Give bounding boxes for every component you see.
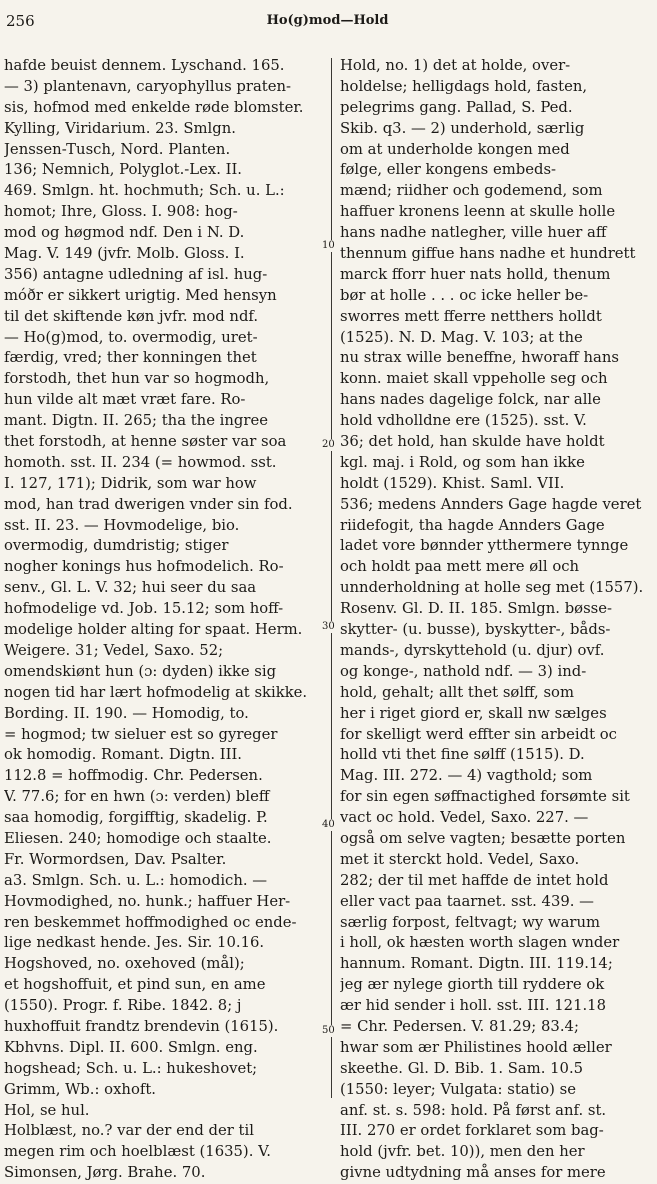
left-column-line: hun vilde alt mæt vræt fare. Ro- xyxy=(4,391,246,409)
right-column-line: III. 270 er ordet forklaret som bag- xyxy=(340,1122,604,1140)
left-column-line: homoth. sst. II. 234 (= howmod. sst. xyxy=(4,453,277,471)
right-column-line: 282; der til met haffde de intet hold xyxy=(340,871,609,889)
right-column-line: også om selve vagten; besætte porten xyxy=(340,829,626,847)
left-column-line: hafde beuist dennem. Lyschand. 165. xyxy=(4,57,285,74)
right-column-line: och holdt paa mett mere øll och xyxy=(340,558,580,576)
right-column-line: Mag. III. 272. — 4) vagthold; som xyxy=(340,767,593,785)
right-column-line: = Chr. Pedersen. V. 81.29; 83.4; xyxy=(340,1017,579,1035)
right-column xyxy=(340,56,652,1184)
right-column-line: 36; det hold, han skulde have holdt xyxy=(340,433,605,451)
left-column-line: 112.8 = hoffmodig. Chr. Pedersen. xyxy=(4,767,263,785)
right-column-line: her i riget giord er, skall nw sælges xyxy=(340,704,607,722)
left-column-line: ren beskemmet hoffmodighed oc ende- xyxy=(4,913,297,931)
left-column-line: 469. Smlgn. ht. hochmuth; Sch. u. L.: xyxy=(4,182,285,200)
left-column-line: mod og høgmod ndf. Den i N. D. xyxy=(4,224,245,242)
right-column-line: jeg ær nylege giorth till ryddere ok xyxy=(340,976,605,994)
line-marker-20: 20 xyxy=(322,439,335,450)
right-column-line: om at underholde kongen med xyxy=(340,140,570,158)
right-column-line: hold vdholldne ere (1525). sst. V. xyxy=(340,412,587,430)
right-column-line: (1525). N. D. Mag. V. 103; at the xyxy=(340,328,583,346)
right-column-line: vact oc hold. Vedel, Saxo. 227. — xyxy=(340,809,589,827)
left-column-line: Hovmodighed, no. hunk.; haffuer Her- xyxy=(4,892,291,910)
left-column-line: 356) antagne udledning af isl. hug- xyxy=(4,265,268,283)
right-column-line: holdt (1529). Khist. Saml. VII. xyxy=(340,474,565,492)
left-column-line: sst. II. 23. — Hovmodelige, bio. xyxy=(4,516,240,534)
right-column-line: hold (jvfr. bet. 10)), men den her xyxy=(340,1143,585,1161)
left-column-line: = hogmod; tw sieluer est so gyreger xyxy=(4,725,278,743)
left-column-line: thet forstodh, at henne søster var soa xyxy=(4,433,287,451)
left-column-line: Kylling, Viridarium. 23. Smlgn. xyxy=(4,119,236,137)
left-column-line: et hogshoffuit, et pind sun, en ame xyxy=(4,976,266,994)
right-column-line: ær hid sender i holl. sst. III. 121.18 xyxy=(340,997,607,1015)
right-column-line: haffuer kronens leenn at skulle holle xyxy=(340,203,616,221)
right-column-line: for skelligt werd effter sin arbeidt oc xyxy=(340,725,617,743)
left-column-line: Hol, se hul. xyxy=(4,1101,90,1119)
right-column-line: ladet vore bønnder ytthermere tynnge xyxy=(340,537,629,555)
line-marker-40: 40 xyxy=(322,819,335,830)
left-column-line: overmodig, dumdristig; stiger xyxy=(4,537,229,555)
left-column-line: (1550). Progr. f. Ribe. 1842. 8; j xyxy=(4,997,242,1015)
page-number: 256 xyxy=(6,12,35,30)
right-column-line: thennum giffue hans nadhe et hundrett xyxy=(340,245,636,263)
right-column-line: mands-, dyrskyttehold (u. djur) ovf. xyxy=(340,641,605,659)
left-column-line: — 3) plantenavn, caryophyllus praten- xyxy=(4,77,292,95)
page-header xyxy=(6,10,649,34)
left-column-line: megen rim och hoelblæst (1635). V. xyxy=(4,1143,271,1161)
right-column-line: 536; medens Annders Gage hagde veret xyxy=(340,495,642,513)
left-column-line: nogen tid har lært hofmodelig at skikke. xyxy=(4,683,308,701)
left-column-line: modelige holder alting for spaat. Herm. xyxy=(4,621,303,639)
right-column-line: Skib. q3. — 2) underhold, særlig xyxy=(340,119,585,137)
left-column-line: Mag. V. 149 (jvfr. Molb. Gloss. I. xyxy=(4,245,245,263)
line-marker-50: 50 xyxy=(322,1025,335,1036)
right-column-line: skytter- (u. busse), byskytter-, båds- xyxy=(340,621,611,639)
left-column-line: Holblæst, no.? var der end der til xyxy=(4,1122,254,1140)
right-column-line: hold, gehalt; allt thet sølff, som xyxy=(340,683,574,701)
right-column-line: anf. st. s. 598: hold. På først anf. st. xyxy=(340,1101,607,1119)
left-column-line: Simonsen, Jørg. Brahe. 70. xyxy=(4,1164,206,1182)
left-column-line: forstodh, thet hun var so hogmodh, xyxy=(4,370,270,388)
right-column-line: Rosenv. Gl. D. II. 185. Smlgn. bøsse- xyxy=(340,600,613,618)
right-column-line: nu strax wille beneffne, hworaff hans xyxy=(340,349,619,367)
left-column-line: huxhoffuit frandtz brendevin (1615). xyxy=(4,1017,279,1035)
left-column-line: Kbhvns. Dipl. II. 600. Smlgn. eng. xyxy=(4,1038,258,1056)
right-column-line: hans nadhe natlegher, ville huer aff xyxy=(340,224,607,242)
left-column-line: V. 77.6; for en hwn (ɔ: verden) bleff xyxy=(4,788,270,806)
left-column-line: mant. Digtn. II. 265; tha the ingree xyxy=(4,412,268,430)
left-column-line: I. 127, 171); Didrik, som war how xyxy=(4,474,257,492)
right-column-line: givne udtydning må anses for mere xyxy=(340,1164,606,1182)
right-column-line: holdelse; helligdags hold, fasten, xyxy=(340,77,588,95)
left-column-line: Weigere. 31; Vedel, Saxo. 52; xyxy=(4,641,224,659)
right-column-line: marck fforr huer nats holld, thenum xyxy=(340,265,611,283)
line-marker-30: 30 xyxy=(322,621,335,632)
left-column-line: nogher konings hus hofmodelich. Ro- xyxy=(4,558,284,576)
left-column-line: ok homodig. Romant. Digtn. III. xyxy=(4,746,243,764)
left-column-line: Bording. II. 190. — Homodig, to. xyxy=(4,704,249,722)
left-column-line: saa homodig, forgifftig, skadelig. P. xyxy=(4,809,268,827)
right-column-line: og konge-, nathold ndf. — 3) ind- xyxy=(340,662,587,680)
right-column-line: for sin egen søffnactighed forsømte sit xyxy=(340,788,630,806)
right-column-line: særlig forpost, feltvagt; wy warum xyxy=(340,913,601,931)
left-column-line: til det skiftende køn jvfr. mod ndf. xyxy=(4,307,259,325)
left-column-line: hofmodelige vd. Job. 15.12; som hoff- xyxy=(4,600,284,618)
left-column-line: — Ho(g)mod, to. overmodig, uret- xyxy=(4,328,258,346)
left-column-line: omendskiønt hun (ɔ: dyden) ikke sig xyxy=(4,662,277,680)
right-column-line: mænd; riidher och godemend, som xyxy=(340,182,603,200)
left-column-line: Fr. Wormordsen, Dav. Psalter. xyxy=(4,850,227,868)
left-column-line: Eliesen. 240; homodige och staalte. xyxy=(4,829,272,847)
left-column-line: Grimm, Wb.: oxhoft. xyxy=(4,1080,156,1098)
left-column-line: a3. Smlgn. Sch. u. L.: homodich. — xyxy=(4,871,268,889)
left-column-line: mod, han trad dwerigen vnder sin fod. xyxy=(4,495,293,513)
right-column-line: hans nades dagelige folck, nar alle xyxy=(340,391,601,409)
left-column-line: 136; Nemnich, Polyglot.-Lex. II. xyxy=(4,161,242,179)
right-column-line: kgl. maj. i Rold, og som han ikke xyxy=(340,453,585,471)
right-column-line: hannum. Romant. Digtn. III. 119.14; xyxy=(340,955,613,973)
right-column-line: (1550: leyer; Vulgata: statio) se xyxy=(340,1080,577,1098)
running-title: Ho(g)mod—Hold xyxy=(266,13,389,28)
left-column-line: Jenssen-Tusch, Nord. Planten. xyxy=(4,140,231,158)
right-column-line: eller vact paa taarnet. sst. 439. — xyxy=(340,892,594,910)
right-column-line: konn. maiet skall vppeholle seg och xyxy=(340,370,608,388)
right-column-line: skeethe. Gl. D. Bib. 1. Sam. 10.5 xyxy=(340,1059,584,1077)
left-column-line: hogshead; Sch. u. L.: hukeshovet; xyxy=(4,1059,258,1077)
left-column-line: móðr er sikkert urigtig. Med hensyn xyxy=(4,286,277,304)
right-column-line: bør at holle . . . oc icke heller be- xyxy=(340,286,589,304)
right-column-line: pelegrims gang. Pallad, S. Ped. xyxy=(340,98,573,116)
left-column-line: Hogshoved, no. oxehoved (mål); xyxy=(4,955,245,973)
left-column-line: færdig, vred; ther konningen thet xyxy=(4,349,257,367)
left-column xyxy=(4,56,324,1184)
left-column-line: homot; Ihre, Gloss. I. 908: hog- xyxy=(4,203,238,221)
right-column-line: følge, eller kongens embeds- xyxy=(340,161,557,179)
right-column-line: hwar som ær Philistines hoold æller xyxy=(340,1038,612,1056)
right-column-line: met it sterckt hold. Vedel, Saxo. xyxy=(340,850,580,868)
right-column-line: unnderholdning at holle seg met (1557). xyxy=(340,579,644,597)
right-column-line: holld vti thet fine sølff (1515). D. xyxy=(340,746,585,764)
left-column-line: senv., Gl. L. V. 32; hui seer du saa xyxy=(4,579,257,597)
right-column-line: sworres mett fferre netthers holldt xyxy=(340,307,602,325)
right-column-line: i holl, ok hæsten worth slagen wnder xyxy=(340,934,620,952)
left-column-line: sis, hofmod med enkelde røde blomster. xyxy=(4,98,304,116)
line-marker-10: 10 xyxy=(322,240,335,251)
right-column-line: riidefogit, tha hagde Annders Gage xyxy=(340,516,605,534)
column-divider xyxy=(331,58,332,1098)
right-column-line: Hold, no. 1) det at holde, over- xyxy=(340,57,571,74)
left-column-line: lige nedkast hende. Jes. Sir. 10.16. xyxy=(4,934,265,952)
